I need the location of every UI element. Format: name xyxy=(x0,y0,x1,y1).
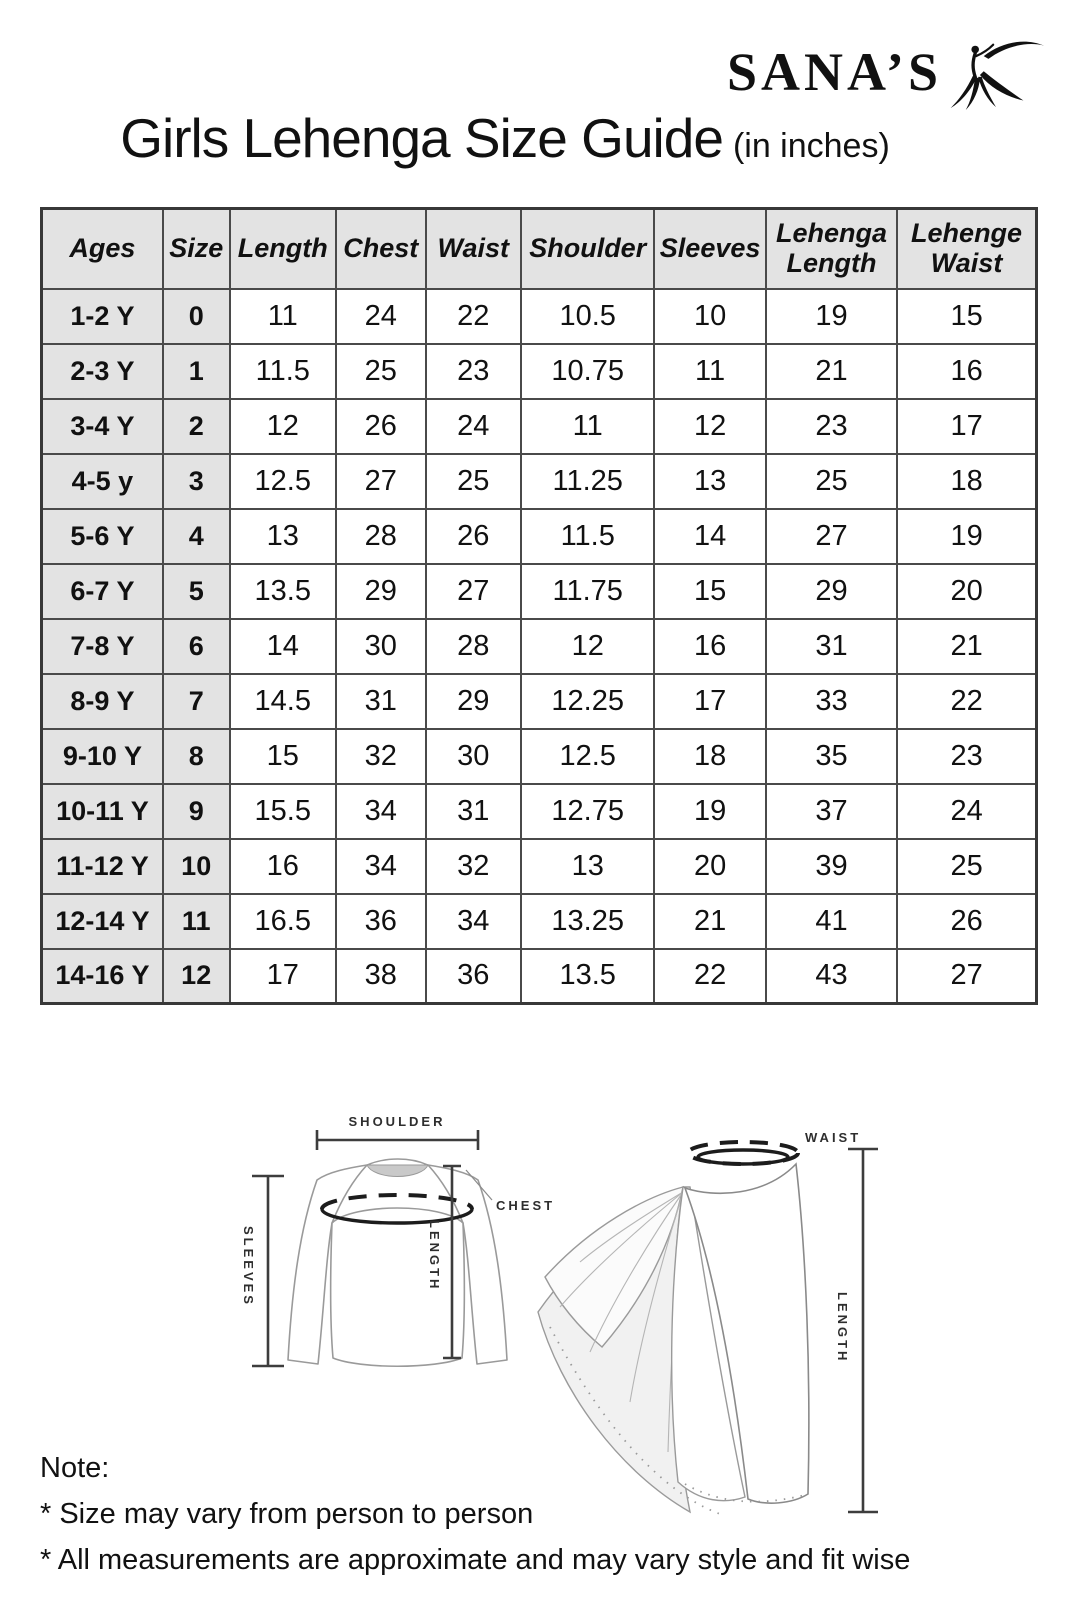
measure-cell: 36 xyxy=(426,949,522,1004)
measure-cell: 27 xyxy=(336,454,426,509)
ages-cell: 1-2 Y xyxy=(42,289,163,344)
measure-cell: 11.5 xyxy=(521,509,654,564)
sleeves-label: SLEEVES xyxy=(241,1226,256,1307)
page-title xyxy=(0,106,1010,170)
measure-cell: 11.75 xyxy=(521,564,654,619)
measure-cell: 13.5 xyxy=(230,564,336,619)
measure-cell: 39 xyxy=(766,839,897,894)
measure-cell: 16 xyxy=(654,619,765,674)
size-row xyxy=(42,289,1037,344)
measure-cell: 29 xyxy=(766,564,897,619)
measure-cell: 29 xyxy=(336,564,426,619)
top-measurement-diagram xyxy=(230,1108,570,1388)
measure-cell: 21 xyxy=(654,894,765,949)
measure-cell: 22 xyxy=(426,289,522,344)
measure-cell: 15 xyxy=(230,729,336,784)
ages-cell: 11-12 Y xyxy=(42,839,163,894)
measure-cell: 10.5 xyxy=(521,289,654,344)
size-row xyxy=(42,399,1037,454)
dancing-woman-icon xyxy=(944,36,1048,114)
column-header: Sleeves xyxy=(654,209,765,289)
measure-cell: 15 xyxy=(897,289,1036,344)
note-section xyxy=(40,1452,940,1579)
measure-cell: 25 xyxy=(336,344,426,399)
column-header: Waist xyxy=(426,209,522,289)
measure-cell: 23 xyxy=(426,344,522,399)
brand-logo xyxy=(727,36,1048,114)
measure-cell: 23 xyxy=(766,399,897,454)
size-row xyxy=(42,894,1037,949)
column-header: Ages xyxy=(42,209,163,289)
size-cell: 0 xyxy=(163,289,230,344)
measure-cell: 15.5 xyxy=(230,784,336,839)
ages-cell: 6-7 Y xyxy=(42,564,163,619)
measure-cell: 11 xyxy=(230,289,336,344)
size-cell: 1 xyxy=(163,344,230,399)
size-row xyxy=(42,454,1037,509)
measure-cell: 11.5 xyxy=(230,344,336,399)
measure-cell: 27 xyxy=(426,564,522,619)
shoulder-label: SHOULDER xyxy=(348,1114,446,1129)
size-cell: 5 xyxy=(163,564,230,619)
size-row xyxy=(42,509,1037,564)
measure-cell: 24 xyxy=(426,399,522,454)
measure-cell: 12.75 xyxy=(521,784,654,839)
size-cell: 11 xyxy=(163,894,230,949)
ages-cell: 8-9 Y xyxy=(42,674,163,729)
page-title-sub: (in inches) xyxy=(732,127,890,165)
measure-cell: 19 xyxy=(654,784,765,839)
size-row xyxy=(42,839,1037,894)
measure-cell: 31 xyxy=(766,619,897,674)
measure-cell: 32 xyxy=(426,839,522,894)
skirt-length-label: LENGTH xyxy=(835,1292,850,1364)
measure-cell: 19 xyxy=(897,509,1036,564)
page-title-main: Girls Lehenga Size Guide xyxy=(120,107,723,169)
size-row xyxy=(42,344,1037,399)
measure-cell: 26 xyxy=(426,509,522,564)
ages-cell: 7-8 Y xyxy=(42,619,163,674)
measure-cell: 16 xyxy=(230,839,336,894)
size-row xyxy=(42,619,1037,674)
size-cell: 4 xyxy=(163,509,230,564)
size-cell: 7 xyxy=(163,674,230,729)
size-row xyxy=(42,564,1037,619)
measure-cell: 17 xyxy=(654,674,765,729)
ages-cell: 2-3 Y xyxy=(42,344,163,399)
column-header: Lehenge Waist xyxy=(897,209,1036,289)
brand-name: SANA’S xyxy=(726,42,942,102)
size-row xyxy=(42,949,1037,1004)
measure-cell: 24 xyxy=(336,289,426,344)
ages-cell: 10-11 Y xyxy=(42,784,163,839)
size-cell: 6 xyxy=(163,619,230,674)
measure-cell: 22 xyxy=(654,949,765,1004)
size-cell: 8 xyxy=(163,729,230,784)
measure-cell: 16 xyxy=(897,344,1036,399)
measure-cell: 12 xyxy=(230,399,336,454)
measure-cell: 13 xyxy=(654,454,765,509)
measure-cell: 21 xyxy=(897,619,1036,674)
size-cell: 10 xyxy=(163,839,230,894)
measure-cell: 20 xyxy=(897,564,1036,619)
ages-cell: 9-10 Y xyxy=(42,729,163,784)
measure-cell: 10 xyxy=(654,289,765,344)
measure-cell: 22 xyxy=(897,674,1036,729)
measure-cell: 25 xyxy=(897,839,1036,894)
measure-cell: 31 xyxy=(426,784,522,839)
measure-cell: 27 xyxy=(766,509,897,564)
ages-cell: 12-14 Y xyxy=(42,894,163,949)
measure-cell: 38 xyxy=(336,949,426,1004)
measure-cell: 13.5 xyxy=(521,949,654,1004)
chest-label: CHEST xyxy=(496,1198,556,1213)
measure-cell: 34 xyxy=(336,839,426,894)
measure-cell: 13.25 xyxy=(521,894,654,949)
measure-cell: 25 xyxy=(766,454,897,509)
waist-label: WAIST xyxy=(805,1130,862,1145)
measure-cell: 35 xyxy=(766,729,897,784)
measure-cell: 26 xyxy=(336,399,426,454)
column-header: Shoulder xyxy=(521,209,654,289)
measure-cell: 11.25 xyxy=(521,454,654,509)
column-header: Lehenga Length xyxy=(766,209,897,289)
measure-cell: 12.5 xyxy=(230,454,336,509)
measure-cell: 34 xyxy=(336,784,426,839)
measure-cell: 30 xyxy=(426,729,522,784)
size-row xyxy=(42,674,1037,729)
ages-cell: 4-5 y xyxy=(42,454,163,509)
measure-cell: 12.25 xyxy=(521,674,654,729)
measure-cell: 31 xyxy=(336,674,426,729)
size-table-wrap xyxy=(40,207,1038,1005)
measure-cell: 34 xyxy=(426,894,522,949)
measure-cell: 43 xyxy=(766,949,897,1004)
measure-cell: 17 xyxy=(897,399,1036,454)
column-header: Chest xyxy=(336,209,426,289)
measure-cell: 32 xyxy=(336,729,426,784)
measure-cell: 12 xyxy=(521,619,654,674)
measure-cell: 17 xyxy=(230,949,336,1004)
size-cell: 9 xyxy=(163,784,230,839)
size-table xyxy=(40,207,1038,1005)
ages-cell: 5-6 Y xyxy=(42,509,163,564)
measure-cell: 30 xyxy=(336,619,426,674)
size-cell: 12 xyxy=(163,949,230,1004)
measure-cell: 25 xyxy=(426,454,522,509)
measure-cell: 14.5 xyxy=(230,674,336,729)
measure-cell: 13 xyxy=(521,839,654,894)
measure-cell: 36 xyxy=(336,894,426,949)
measure-cell: 28 xyxy=(336,509,426,564)
measure-cell: 11 xyxy=(521,399,654,454)
note-line: * All measurements are approximate and may vary style and fit wise xyxy=(40,1544,911,1576)
measure-cell: 15 xyxy=(654,564,765,619)
top-length-label: LENGTH xyxy=(427,1220,442,1292)
measure-cell: 14 xyxy=(230,619,336,674)
measure-cell: 24 xyxy=(897,784,1036,839)
size-cell: 3 xyxy=(163,454,230,509)
size-table-body xyxy=(42,289,1037,1004)
ages-cell: 14-16 Y xyxy=(42,949,163,1004)
measure-cell: 18 xyxy=(654,729,765,784)
measure-cell: 21 xyxy=(766,344,897,399)
measure-cell: 33 xyxy=(766,674,897,729)
column-header: Length xyxy=(230,209,336,289)
measure-cell: 13 xyxy=(230,509,336,564)
measure-cell: 19 xyxy=(766,289,897,344)
size-row xyxy=(42,729,1037,784)
size-cell: 2 xyxy=(163,399,230,454)
column-header: Size xyxy=(163,209,230,289)
measure-cell: 10.75 xyxy=(521,344,654,399)
measure-cell: 27 xyxy=(897,949,1036,1004)
measure-cell: 28 xyxy=(426,619,522,674)
size-row xyxy=(42,784,1037,839)
measure-cell: 16.5 xyxy=(230,894,336,949)
measure-cell: 12 xyxy=(654,399,765,454)
ages-cell: 3-4 Y xyxy=(42,399,163,454)
measure-cell: 12.5 xyxy=(521,729,654,784)
measure-cell: 20 xyxy=(654,839,765,894)
note-line: * Size may vary from person to person xyxy=(40,1498,534,1530)
measure-cell: 26 xyxy=(897,894,1036,949)
measure-cell: 23 xyxy=(897,729,1036,784)
measure-cell: 41 xyxy=(766,894,897,949)
measure-cell: 14 xyxy=(654,509,765,564)
note-heading: Note: xyxy=(40,1452,110,1484)
measure-cell: 29 xyxy=(426,674,522,729)
measure-cell: 11 xyxy=(654,344,765,399)
measure-cell: 37 xyxy=(766,784,897,839)
measure-cell: 18 xyxy=(897,454,1036,509)
header-row xyxy=(42,209,1037,289)
